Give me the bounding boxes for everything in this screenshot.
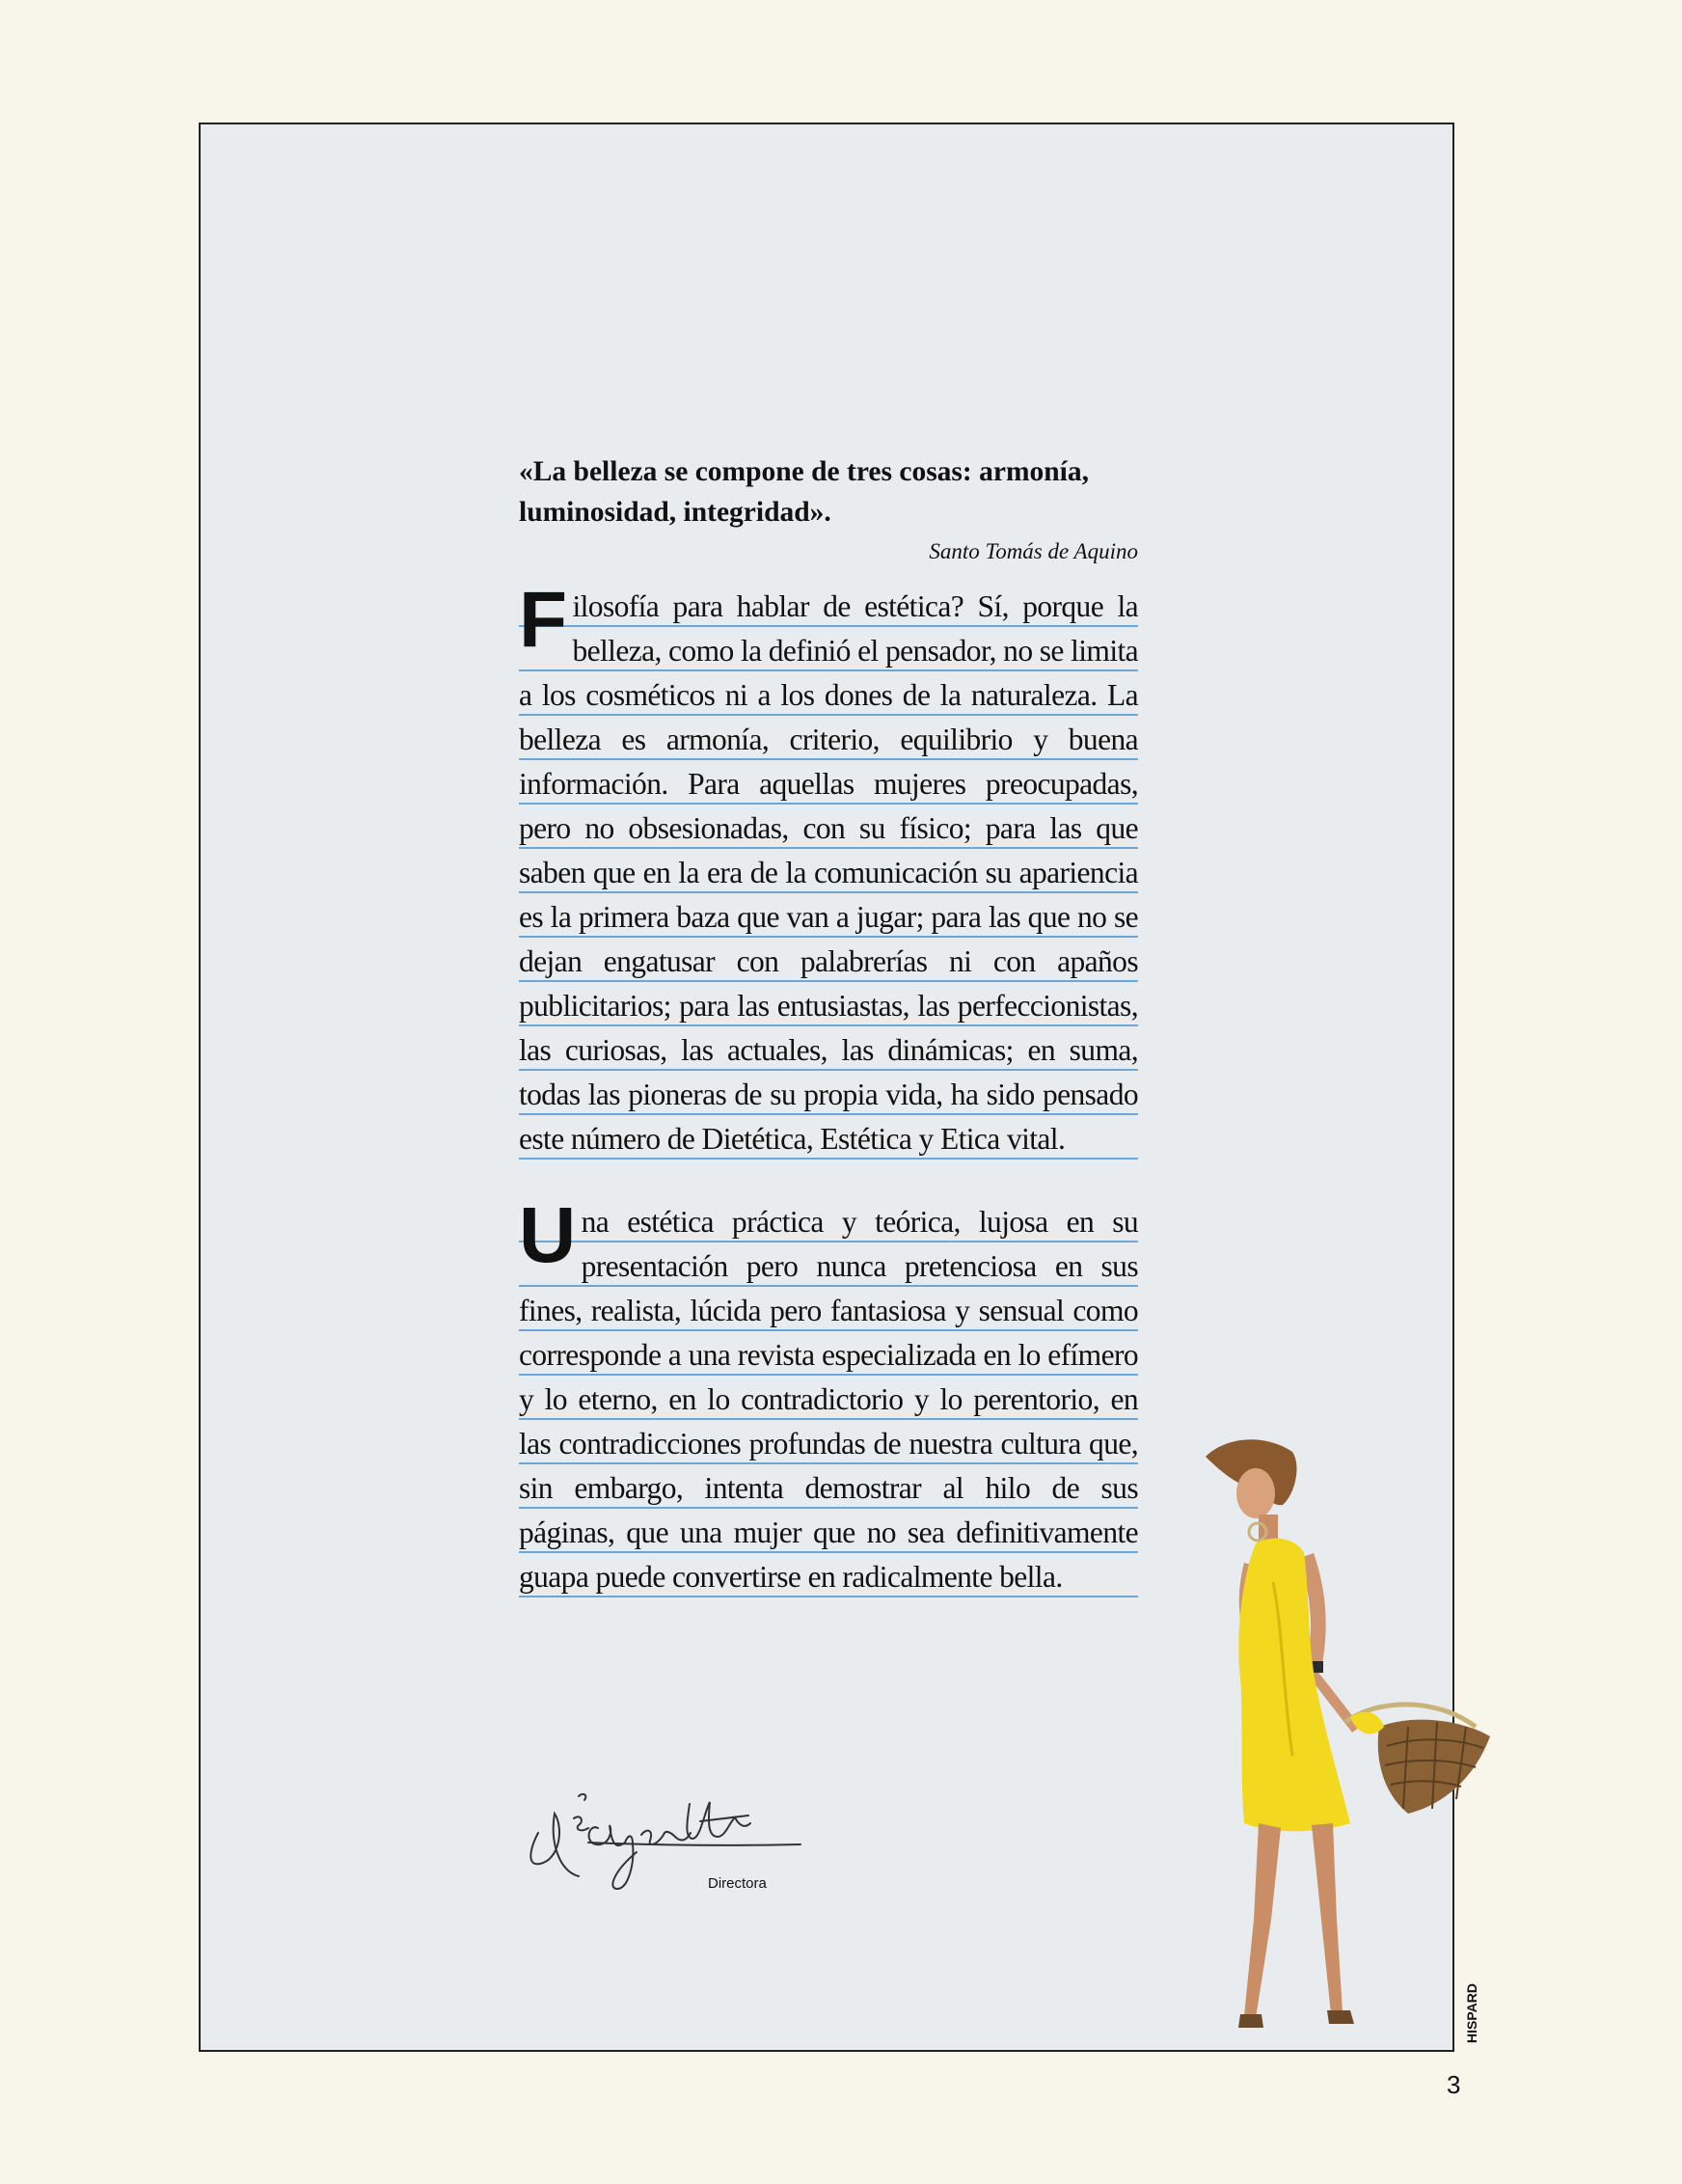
dropcap-f: F (519, 576, 567, 664)
epigraph-quote: «La belleza se compone de tres cosas: armonía, luminosidad, integridad». (519, 456, 1090, 528)
epigraph-author: Santo Tomás de Aquino (929, 539, 1138, 563)
woman-in-yellow-dress-illustration (1186, 1437, 1505, 2055)
body-paragraph-2 (519, 1191, 1138, 1599)
page-number: 3 (1447, 2070, 1461, 2099)
paragraph-text-1: ilosofía para hablar de estética? Sí, porque la belleza, como la definió el pensador, no se limita a los cosméticos ni a los dones de la naturaleza. La belleza es armonía, criterio, equilibrio y buena información. Para aquellas mujeres preocupadas, pero no obsesionadas, con su físico; para las que saben que en la era de la comunicación su apariencia es la primera baza que van a jugar; para las que no se dejan engatusar con palabrerías ni con apaños publicitarios; para las entusiastas, las perfeccionistas, las curiosas, las actuales, las dinámicas; en suma, todas las pioneras de su propia vida, ha sido pensado este número de Dietética, Estética y Etica vital. (519, 589, 1138, 1156)
paragraph-text-2: na estética práctica y teórica, lujosa en su presentación pero nunca pretenciosa en sus fines, realista, lúcida pero fantasiosa y sensual como corresponde a una revista especializada en lo efímero y lo eterno, en lo contradictorio y lo perentorio, en las contradicciones profundas de nuestra cultura que, sin embargo, intenta demostrar al hilo de sus páginas, que una mujer que no sea definitivamente guapa puede convertirse en radicalmente bella. (519, 1205, 1138, 1594)
photo-credit: HISPARD (1464, 1983, 1479, 2043)
body-paragraph-1 (519, 576, 1138, 1161)
signature-drawing (521, 1775, 810, 1910)
editorial-column (519, 451, 1138, 1599)
dropcap-u: U (519, 1191, 576, 1279)
signature-role: Directora (708, 1875, 767, 1892)
